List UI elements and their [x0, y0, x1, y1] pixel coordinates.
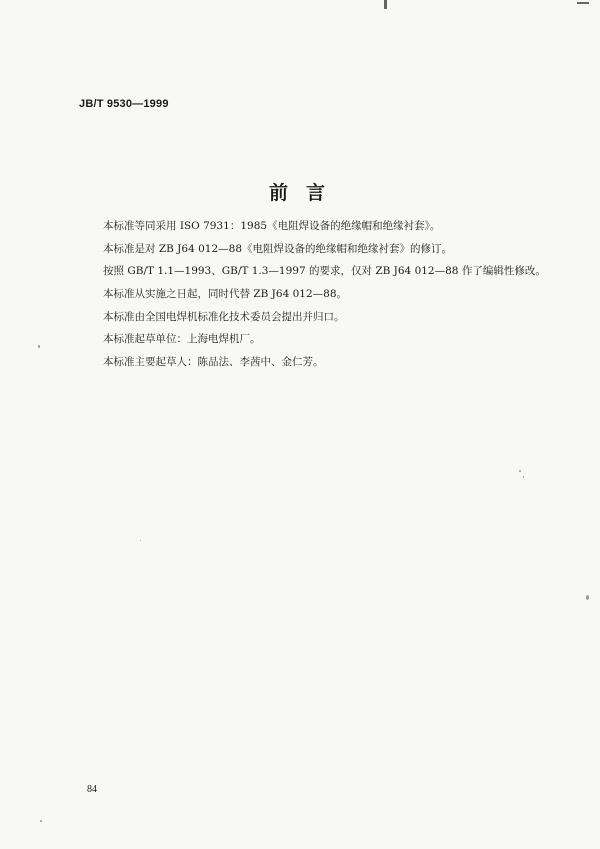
standard-code: JB/T 9530—1999: [79, 98, 169, 110]
foreword-line: 按照 GB/T 1.1—1993、GB/T 1.3—1997 的要求，仅对 ZB J64 012—88 作了编辑性修改。: [103, 265, 546, 278]
scan-speck: [523, 476, 524, 478]
page-title: 前言: [268, 182, 343, 204]
scan-artifact: [384, 0, 387, 9]
foreword-line: 本标准主要起草人：陈品法、李茜中、金仁芳。: [103, 356, 324, 369]
scan-artifact: [577, 2, 589, 4]
foreword-body: [103, 215, 563, 374]
foreword-line: 本标准由全国电焊机标准化技术委员会提出并归口。: [103, 310, 345, 323]
scan-speck: [586, 595, 589, 600]
foreword-line: 本标准从实施之日起，同时代替 ZB J64 012—88。: [103, 288, 347, 301]
foreword-line: 本标准等同采用 ISO 7931：1985《电阻焊设备的绝缘帽和绝缘衬套》。: [103, 220, 441, 232]
scan-speck: [40, 820, 42, 822]
foreword-line: 本标准起草单位：上海电焊机厂。: [103, 333, 261, 346]
page-number: 84: [87, 784, 97, 795]
foreword-line: 本标准是对 ZB J64 012—88《电阻焊设备的绝缘帽和绝缘衬套》的修订。: [103, 242, 452, 255]
scan-speck: [140, 540, 141, 541]
scan-speck: [38, 345, 40, 348]
scan-speck: [519, 470, 521, 472]
